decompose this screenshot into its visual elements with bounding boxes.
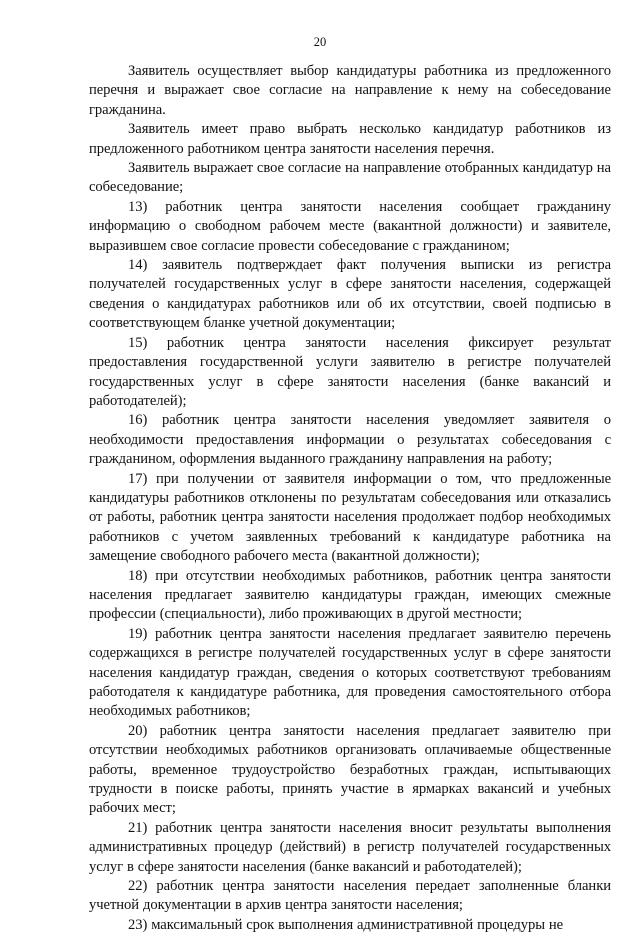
paragraph-multiple-candidates: Заявитель имеет право выбрать несколько кандидатур работников из предложенного работником центра занятости населения перечня. xyxy=(89,121,611,157)
paragraph-item-20: 20) работник центра занятости населения предлагает заявителю при отсутствии необходимых работников организовать оплачиваемые общественные работы, временное трудоустройство безработных граждан, испытывающих трудности в поиске работы, принять участие в ярмарках вакансий и учебных рабочих мест; xyxy=(89,722,611,817)
paragraph-item-18: 18) при отсутствии необходимых работников, работник центра занятости населения предлагает заявителю кандидатуры граждан, имеющих смежные профессии (специальности), либо проживающих в другой местности; xyxy=(89,567,611,623)
paragraph-item-16: 16) работник центра занятости населения уведомляет заявителя о необходимости предоставления информации о результатах собеседования с гражданином, оформления выданного гражданину направления на работу; xyxy=(89,412,611,468)
paragraph-item-17: 17) при получении от заявителя информации о том, что предложенные кандидатуры работников отклонены по результатам собеседования или отказались от работы, работник центра занятости населения продолжает подбор необходимых работников с учетом заявленных требований к кандидатуре работника на замещение свободного рабочего места (вакантной должности); xyxy=(89,470,611,565)
paragraph-item-15: 15) работник центра занятости населения фиксирует результат предоставления государственной услуги заявителю в регистре получателей государственных услуг в сфере занятости населения (банке вакансий и работодателей); xyxy=(89,334,611,409)
paragraph-consent-interview: Заявитель выражает свое согласие на направление отобранных кандидатур на собеседование; xyxy=(89,160,611,196)
document-body xyxy=(89,62,611,935)
paragraph-item-21: 21) работник центра занятости населения вносит результаты выполнения административных процедур (действий) в регистр получателей государственных услуг в сфере занятости населения (банке вакансий и работодателей); xyxy=(89,819,611,875)
paragraph-item-19: 19) работник центра занятости населения предлагает заявителю перечень содержащихся в регистре получателей государственных услуг в сфере занятости населения кандидатур граждан, сведения о которых соответствуют требованиям работодателя к кандидатуре работника, для проведения самостоятельного отбора необходимых работников; xyxy=(89,625,611,720)
paragraph-item-23: 23) максимальный срок выполнения административной процедуры не xyxy=(128,916,564,933)
paragraph-item-22: 22) работник центра занятости населения передает заполненные бланки учетной документации в архив центра занятости населения; xyxy=(89,878,611,914)
paragraph-candidate-choice: Заявитель осуществляет выбор кандидатуры работника из предложенного перечня и выражает свое согласие на направление к нему на собеседование гражданина. xyxy=(89,63,611,118)
page-number: 20 xyxy=(313,35,327,49)
paragraph-item-13: 13) работник центра занятости населения сообщает гражданину информацию о свободном рабочем месте (вакантной должности) и заявителе, выразившем свое согласие провести собеседование с гражданином; xyxy=(89,198,611,254)
paragraph-item-14: 14) заявитель подтверждает факт получения выписки из регистра получателей государственных услуг в сфере занятости населения, содержащей сведения о кандидатурах работников или об их отсутствии, своей подписью в соответствующем бланке учетной документации; xyxy=(89,257,611,332)
